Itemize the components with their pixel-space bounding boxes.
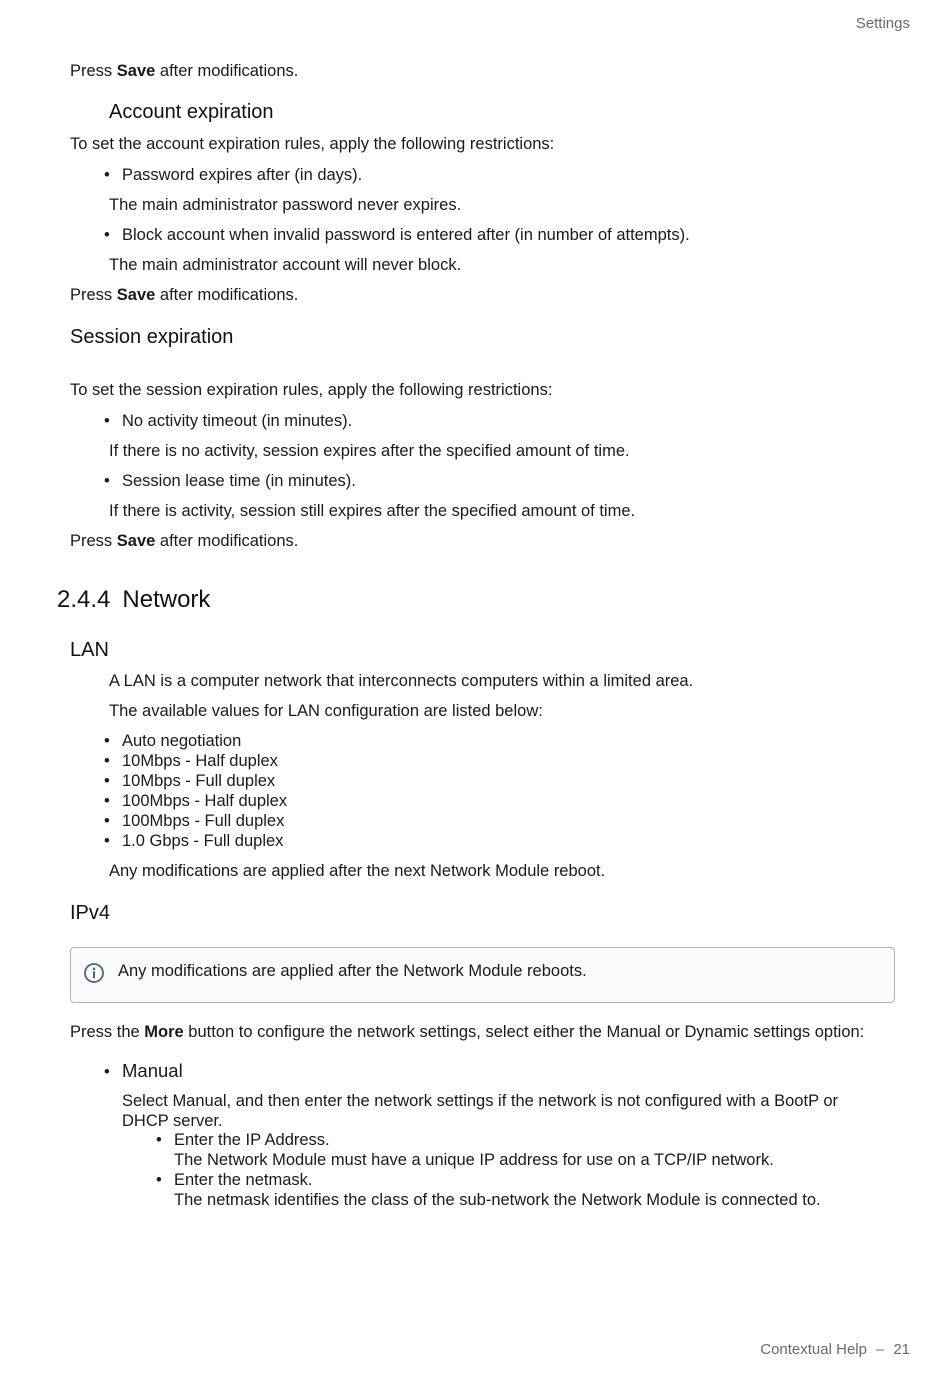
lan-reboot-note: Any modifications are applied after the next Network Module reboot. bbox=[109, 862, 606, 880]
section-title: Network bbox=[122, 586, 211, 613]
text: Press the bbox=[70, 1023, 145, 1041]
lan-value-item: 100Mbps - Full duplex bbox=[122, 811, 285, 830]
bullet: • bbox=[156, 1131, 162, 1149]
footer-separator: – bbox=[875, 1341, 885, 1358]
manual-step-note: The Network Module must have a unique IP address for use on a TCP/IP network. bbox=[174, 1151, 774, 1169]
text: button to configure the network settings, select either the Manual or Dynamic settings option: bbox=[183, 1023, 865, 1041]
bullet: • bbox=[104, 732, 110, 750]
text: Press bbox=[70, 62, 117, 80]
account-item-note: The main administrator account will never block. bbox=[109, 256, 462, 274]
lan-values-intro: The available values for LAN configuration are listed below: bbox=[109, 702, 543, 720]
info-note-text: Any modifications are applied after the Network Module reboots. bbox=[118, 962, 587, 980]
lan-value-item: 1.0 Gbps - Full duplex bbox=[122, 831, 284, 850]
account-expiration-heading: Account expiration bbox=[109, 101, 274, 123]
account-item-password-expires: Password expires after (in days). bbox=[122, 166, 363, 184]
page-footer bbox=[760, 1341, 910, 1359]
bullet: • bbox=[104, 226, 110, 244]
ipv4-intro bbox=[70, 1022, 864, 1042]
manual-step-ip-address: Enter the IP Address. bbox=[174, 1131, 330, 1149]
lan-value-item: 100Mbps - Half duplex bbox=[122, 791, 288, 810]
text: after modifications. bbox=[155, 62, 299, 80]
lan-value-item: Auto negotiation bbox=[122, 732, 242, 750]
account-item-note: The main administrator password never expires. bbox=[109, 196, 462, 214]
bullet: • bbox=[104, 771, 110, 790]
bullet: • bbox=[104, 166, 110, 184]
lan-heading: LAN bbox=[70, 639, 109, 661]
text: after modifications. bbox=[155, 532, 299, 550]
info-note-box bbox=[70, 947, 895, 1003]
info-circle-icon bbox=[83, 962, 105, 984]
save-keyword: Save bbox=[116, 62, 156, 80]
manual-step-note: The netmask identifies the class of the sub-network the Network Module is connected to. bbox=[174, 1191, 821, 1209]
save-instruction bbox=[70, 61, 298, 81]
session-item-lease-time: Session lease time (in minutes). bbox=[122, 472, 356, 490]
bullet: • bbox=[104, 1063, 110, 1081]
session-expiration-heading: Session expiration bbox=[70, 326, 234, 348]
lan-value-item: 10Mbps - Full duplex bbox=[122, 771, 276, 790]
account-intro: To set the account expiration rules, apply the following restrictions: bbox=[70, 135, 555, 153]
page-number: 21 bbox=[893, 1341, 910, 1358]
save-instruction bbox=[70, 531, 298, 551]
bullet: • bbox=[104, 791, 110, 810]
session-item-note: If there is activity, session still expires after the specified amount of time. bbox=[109, 502, 636, 520]
lan-value-item: 10Mbps - Half duplex bbox=[122, 751, 278, 770]
session-intro: To set the session expiration rules, apply the following restrictions: bbox=[70, 381, 553, 399]
session-item-note: If there is no activity, session expires after the specified amount of time. bbox=[109, 442, 630, 460]
text: after modifications. bbox=[155, 286, 299, 304]
manual-description-line: Select Manual, and then enter the network settings if the network is not configured with a BootP or bbox=[122, 1092, 839, 1110]
bullet: • bbox=[104, 831, 110, 850]
bullet: • bbox=[104, 472, 110, 490]
save-keyword: Save bbox=[116, 286, 156, 304]
footer-label: Contextual Help bbox=[760, 1341, 867, 1358]
manual-step-netmask: Enter the netmask. bbox=[174, 1171, 313, 1189]
more-keyword: More bbox=[144, 1023, 184, 1041]
save-keyword: Save bbox=[116, 532, 156, 550]
save-instruction bbox=[70, 285, 298, 305]
lan-description: A LAN is a computer network that interconnects computers within a limited area. bbox=[109, 672, 694, 690]
running-header: Settings bbox=[855, 15, 910, 32]
bullet: • bbox=[156, 1171, 162, 1189]
section-number: 2.4.4 bbox=[57, 586, 111, 613]
bullet: • bbox=[104, 412, 110, 430]
manual-description-line: DHCP server. bbox=[122, 1112, 223, 1130]
ipv4-heading: IPv4 bbox=[70, 902, 111, 924]
text: Press bbox=[70, 532, 117, 550]
text: Press bbox=[70, 286, 117, 304]
manual-option-title: Manual bbox=[122, 1060, 183, 1081]
bullet: • bbox=[104, 751, 110, 770]
session-item-no-activity: No activity timeout (in minutes). bbox=[122, 412, 353, 430]
account-item-block-account: Block account when invalid password is entered after (in number of attempts). bbox=[122, 226, 690, 244]
network-section-heading bbox=[57, 586, 210, 614]
bullet: • bbox=[104, 811, 110, 830]
